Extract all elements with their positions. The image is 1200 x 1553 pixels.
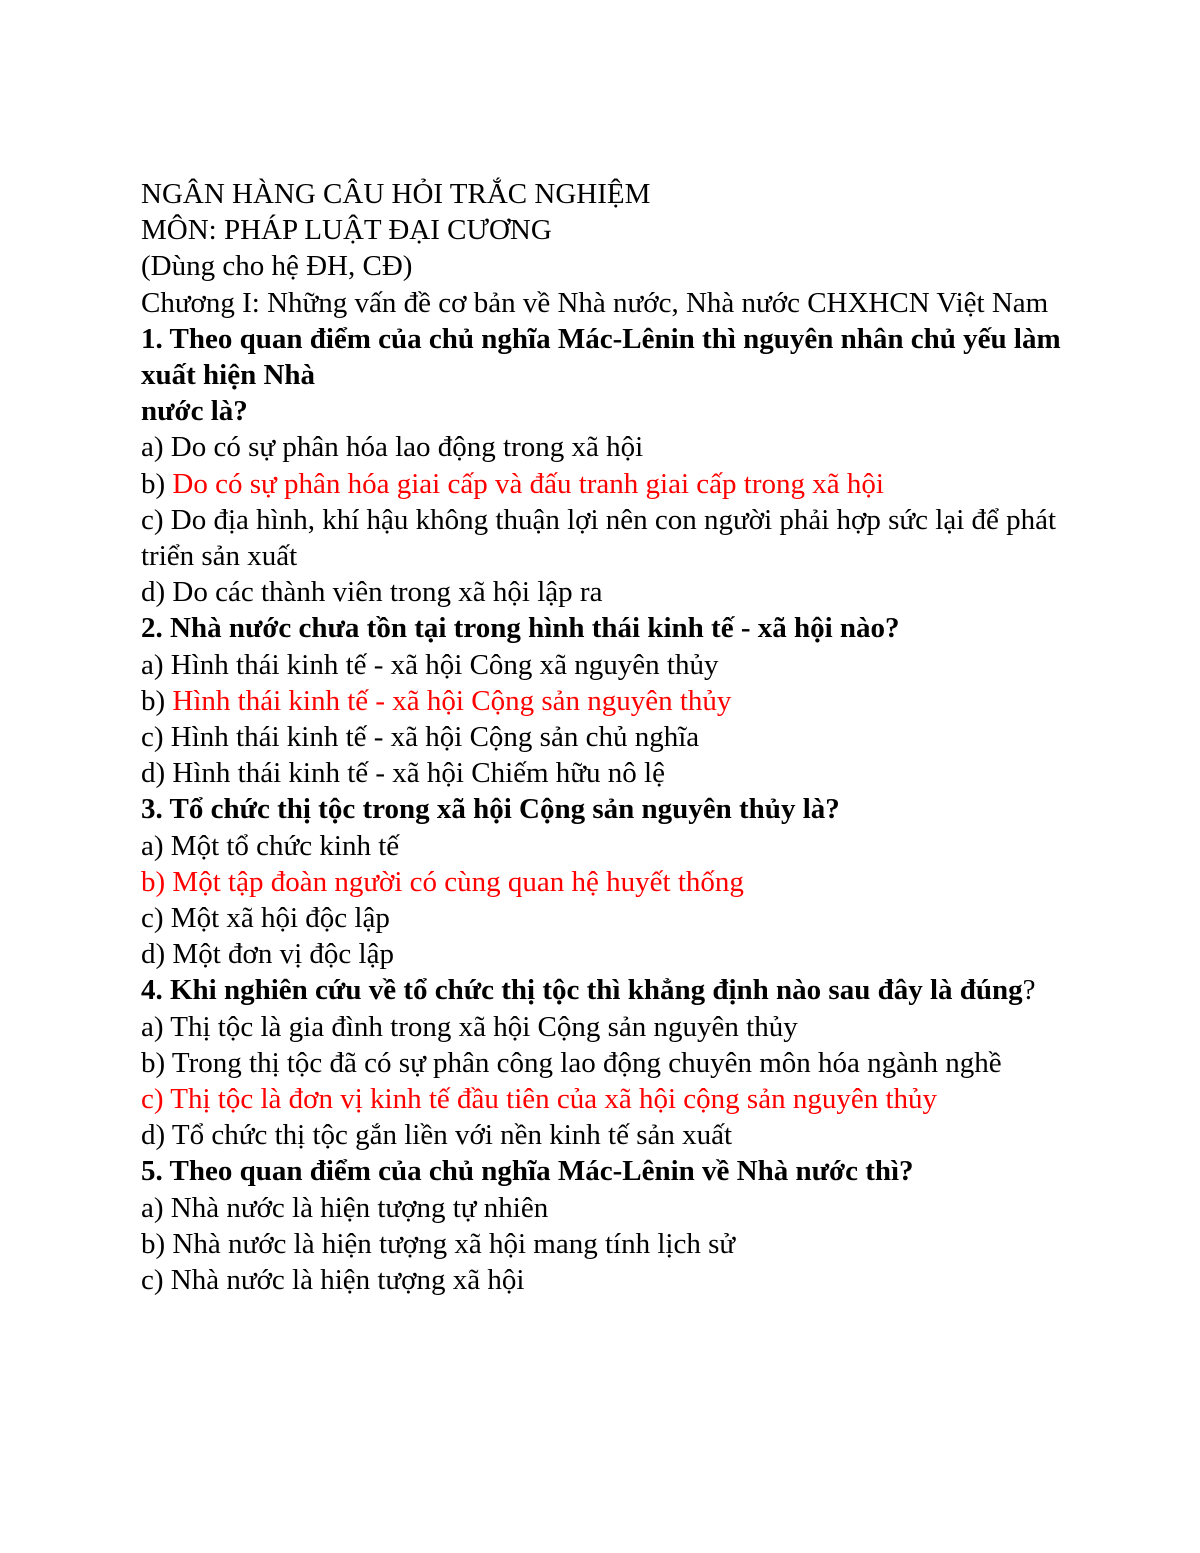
answer-label: d)	[141, 1119, 166, 1152]
correct-answer-text: Một tập đoàn người có cùng quan hệ huyết thống	[172, 865, 744, 898]
answer-text: Hình thái kinh tế - xã hội Chiếm hữu nô lệ	[172, 757, 665, 790]
answer-label: c)	[141, 902, 164, 935]
subject-line: MÔN: PHÁP LUẬT ĐẠI CƯƠNG	[141, 214, 552, 247]
answer-label: b)	[141, 865, 166, 898]
answer-label: a)	[141, 1010, 164, 1043]
answer-label: a)	[141, 431, 164, 464]
question-2-text: 2. Nhà nước chưa tồn tại trong hình thái kinh tế - xã hội nào?	[141, 612, 900, 645]
correct-answer-text: Hình thái kinh tế - xã hội Cộng sản nguyên thủy	[172, 684, 732, 717]
answer-text: Nhà nước là hiện tượng xã hội	[170, 1264, 525, 1297]
chapter-heading: Chương I: Những vấn đề cơ bản về Nhà nước, Nhà nước CHXHCN Việt Nam	[141, 286, 1049, 319]
question-1-answer-a	[141, 429, 1081, 465]
answer-label: c)	[141, 1264, 164, 1297]
question-2-answer-a	[141, 647, 1081, 683]
question-4-mark: ?	[1022, 974, 1036, 1007]
answer-label: c)	[141, 503, 164, 536]
answer-label: c)	[141, 721, 164, 754]
question-1-text-line-2: nước là?	[141, 395, 248, 428]
answer-text: Trong thị tộc đã có sự phân công lao động chuyên môn hóa ngành nghề	[171, 1046, 1002, 1079]
answer-text: Hình thái kinh tế - xã hội Công xã nguyên thủy	[170, 648, 719, 681]
answer-label: b)	[141, 467, 166, 500]
answer-text: Một tổ chức kinh tế	[170, 829, 400, 862]
answer-text: Một đơn vị độc lập	[172, 938, 394, 971]
answer-label: a)	[141, 1191, 164, 1224]
question-2-answer-b	[141, 683, 1081, 719]
question-5-answer-a	[141, 1190, 1081, 1226]
answer-label: a)	[141, 648, 164, 681]
answer-label: b)	[141, 1046, 166, 1079]
answer-text: Nhà nước là hiện tượng xã hội mang tính lịch sử	[172, 1227, 736, 1260]
question-4-answer-b	[141, 1045, 1081, 1081]
question-4-answer-a	[141, 1009, 1081, 1045]
answer-label: a)	[141, 829, 164, 862]
question-3-text: 3. Tổ chức thị tộc trong xã hội Cộng sản nguyên thủy là?	[141, 793, 840, 826]
document-body	[141, 176, 1081, 1298]
answer-label: b)	[141, 684, 166, 717]
answer-label: c)	[141, 1083, 164, 1116]
question-5-answer-b	[141, 1226, 1081, 1262]
question-3-answer-d	[141, 936, 1081, 972]
correct-answer-text: Do có sự phân hóa giai cấp và đấu tranh giai cấp trong xã hội	[172, 467, 884, 500]
question-1-text-line-1: 1. Theo quan điểm của chủ nghĩa Mác-Lênin thì nguyên nhân chủ yếu làm xuất hiện Nhà	[141, 322, 1068, 392]
answer-text: Do có sự phân hóa lao động trong xã hội	[170, 431, 644, 464]
question-2-answer-d	[141, 755, 1081, 791]
question-3-answer-b	[141, 864, 1081, 900]
answer-text: Do các thành viên trong xã hội lập ra	[172, 576, 603, 609]
document-title: NGÂN HÀNG CÂU HỎI TRẮC NGHIỆM	[141, 178, 651, 210]
answer-label: d)	[141, 938, 166, 971]
question-5-answer-c	[141, 1262, 1081, 1298]
question-2-answer-c	[141, 719, 1081, 755]
question-5-text: 5. Theo quan điểm của chủ nghĩa Mác-Lênin về Nhà nước thì?	[141, 1155, 914, 1188]
answer-text: Một xã hội độc lập	[170, 902, 390, 935]
question-4-body: 4. Khi nghiên cứu về tổ chức thị tộc thì khẳng định nào sau đây là đúng	[141, 974, 1023, 1007]
answer-label: d)	[141, 757, 166, 790]
question-4-answer-d	[141, 1117, 1081, 1153]
question-4-answer-c	[141, 1081, 1081, 1117]
question-3-answer-a	[141, 828, 1081, 864]
answer-text: Thị tộc là gia đình trong xã hội Cộng sản nguyên thủy	[170, 1010, 798, 1043]
question-3-answer-c	[141, 900, 1081, 936]
answer-text: Hình thái kinh tế - xã hội Cộng sản chủ nghĩa	[170, 721, 700, 754]
answer-text: Tổ chức thị tộc gắn liền với nền kinh tế sản xuất	[171, 1119, 733, 1152]
answer-label: b)	[141, 1227, 166, 1260]
question-1-answer-b	[141, 466, 1081, 502]
question-4-text	[141, 972, 1081, 1008]
audience-note: (Dùng cho hệ ĐH, CĐ)	[141, 250, 413, 283]
question-1-answer-d	[141, 574, 1081, 610]
answer-text: Nhà nước là hiện tượng tự nhiên	[170, 1191, 549, 1224]
correct-answer-text: Thị tộc là đơn vị kinh tế đầu tiên của xã hội cộng sản nguyên thủy	[170, 1083, 938, 1116]
answer-label: d)	[141, 576, 166, 609]
answer-text: Do địa hình, khí hậu không thuận lợi nên con người phải hợp sức lại để phát triển sản xuất	[141, 503, 1064, 573]
question-1-answer-c	[141, 502, 1081, 574]
